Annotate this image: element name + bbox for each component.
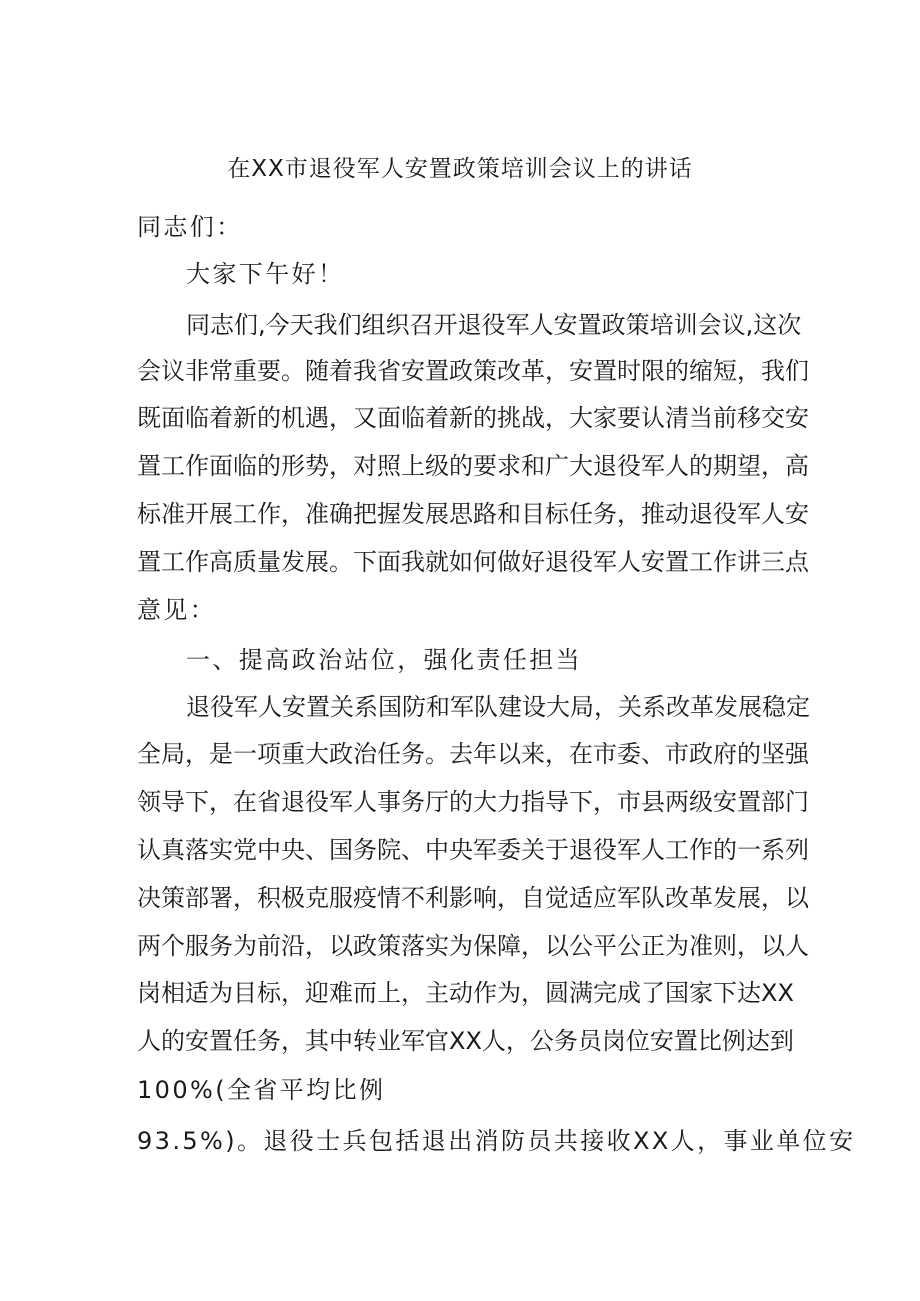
paragraph-line: 领导下，在省退役军人事务厅的大力指导下，市县两级安置部门 (137, 788, 809, 816)
salutation: 同志们： (137, 213, 243, 241)
paragraph-line: 置工作面临的形势，对照上级的要求和广大退役军人的期望，高 (137, 452, 809, 480)
paragraph-line: 全局，是一项重大政治任务。去年以来，在市委、市政府的坚强 (137, 740, 809, 768)
document-title: 在XX市退役军人安置政策培训会议上的讲话 (227, 156, 693, 182)
paragraph-line: 人的安置任务，其中转业军官XX人，公务员岗位安置比例达到 (137, 1027, 794, 1055)
paragraph-line: 决策部署，积极克服疫情不利影响，自觉适应军队改革发展，以 (137, 884, 809, 912)
paragraph-line: 标准开展工作，准确把握发展思路和目标任务，推动退役军人安 (137, 500, 809, 528)
paragraph-line: 置工作高质量发展。下面我就如何做好退役军人安置工作讲三点 (137, 548, 809, 576)
paragraph-line: 93.5%)。退役士兵包括退出消防员共接收XX人，事业单位安 (137, 1127, 856, 1155)
paragraph-line: 岗相适为目标，迎难而上，主动作为，圆满完成了国家下达XX (137, 979, 794, 1007)
paragraph-line: 既面临着新的机遇，又面临着新的挑战，大家要认清当前移交安 (137, 404, 809, 432)
paragraph-line: 100%(全省平均比例 (137, 1076, 386, 1104)
paragraph-line: 同志们,今天我们组织召开退役军人安置政策培训会议,这次 (186, 311, 802, 339)
paragraph-line: 会议非常重要。随着我省安置政策改革，安置时限的缩短，我们 (137, 357, 809, 385)
paragraph-line: 两个服务为前沿，以政策落实为保障，以公平公正为准则，以人 (137, 932, 809, 960)
paragraph-line: 退役军人安置关系国防和军队建设大局，关系改革发展稳定 (186, 693, 810, 721)
greeting: 大家下午好！ (186, 260, 345, 288)
section-heading: 一、提高政治站位，强化责任担当 (186, 646, 582, 674)
paragraph-line: 意见： (137, 596, 217, 624)
paragraph-line: 认真落实党中央、国务院、中央军委关于退役军人工作的一系列 (137, 836, 809, 864)
